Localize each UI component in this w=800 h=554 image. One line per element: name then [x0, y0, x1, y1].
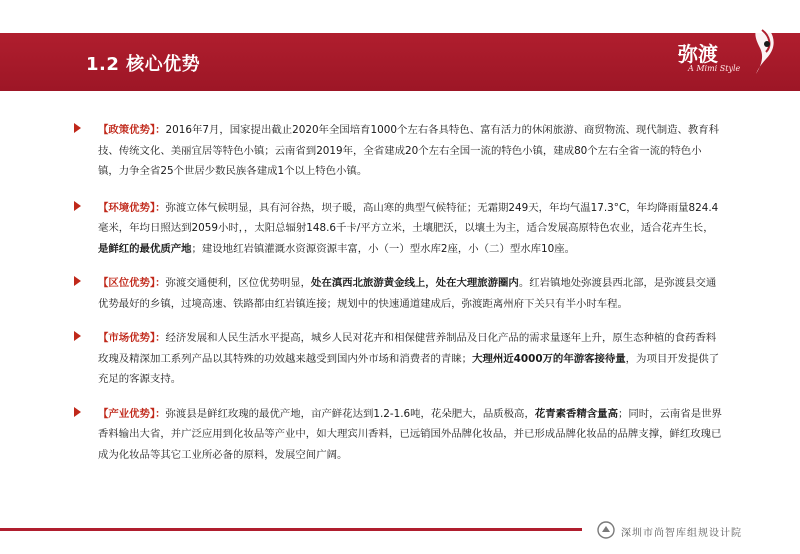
section-tag: 【产业优势】：	[98, 407, 166, 420]
section-highlight: 花青素香精含量高	[534, 407, 618, 420]
footer-org-name: 深圳市尚智库组规设计院	[621, 528, 742, 539]
section-tag: 【区位优势】：	[98, 277, 166, 289]
section-body: ；同时，云南省是世界香料输出大省，并广泛应用到化妆品等产业中，如大理宾川香料，已远销国外品牌化妆品，并已形成品牌化妆品的品牌支撑，鲜红玫瑰已成为化妆品等其它工业所必备的原料，发展空间广阔。	[98, 407, 722, 461]
logo-subtitle: A Mimi Style	[688, 64, 741, 73]
section-body: 经济发展和人民生活水平提高，城乡人民对花卉和相保健营养制品及日化产品的需求量逐年上升，原生态种植的食药香料玫瑰及精深加工系列产品以其特殊的功效越来越受到国内外市场和消费者的青睐；	[98, 332, 717, 365]
section-environment	[82, 198, 722, 260]
section-industry	[82, 404, 722, 466]
section-body: 弥渡立体气候明显，具有河谷热，坝子暖，高山寒的典型气候特征；无霜期249天，年均气温17.3°C，年均降雨量824.4毫米，年均日照达到2059小时，，太阳总辐射148.6千卡/平方立米，土壤肥沃，以壤土为主，适合发展高原特色农业，适合花卉生长，	[98, 201, 719, 234]
section-tag: 【环境优势】：	[98, 201, 166, 214]
section-body: 弥渡县是鲜红玫瑰的最优产地，亩产鲜花达到1.2-1.6吨，花朵肥大，品质极高，	[165, 407, 535, 420]
footer-divider	[0, 528, 582, 531]
section-text	[98, 328, 722, 390]
advantages-list	[82, 120, 722, 479]
bullet-arrow-icon	[74, 331, 81, 341]
section-location	[82, 273, 722, 314]
bullet-arrow-icon	[74, 407, 81, 417]
section-body: 弥渡交通便利，区位优势明显，	[165, 277, 312, 289]
section-highlight: 处在滇西北旅游黄金线上，处在大理旅游圈内	[311, 277, 519, 289]
section-text	[98, 120, 722, 182]
section-text	[98, 404, 722, 466]
section-highlight: 大理州近4000万的年游客接待量	[472, 352, 626, 365]
section-body: 。红岩镇地处弥渡县西北部，是弥渡县交通优势最好的乡镇，过境高速、铁路都由红岩镇连接；规划中的快速通道建成后，弥渡距离州府下关只有半小时车程。	[98, 277, 717, 310]
bullet-arrow-icon	[74, 276, 81, 286]
bullet-arrow-icon	[74, 201, 81, 211]
section-body: ；建设地红岩镇灌溉水资源资源丰富，小（一）型水库2座，小（二）型水库10座。	[191, 242, 576, 255]
page-title: 1.2 核心优势	[86, 54, 201, 75]
section-market	[82, 328, 722, 390]
institute-logo-icon	[597, 521, 615, 539]
section-text	[98, 273, 722, 314]
section-body: 2016年7月，国家提出截止2020年全国培育1000个左右各具特色、富有活力的休闲旅游、商贸物流、现代制造、教育科技、传统文化、美丽宜居等特色小镇；云南省到2019年，全省建成20个左右全国一流的特色小镇，建成80个左右全省一流的特色小镇，力争全省25个世居少数民族各建成1个以上特色小镇。	[98, 124, 720, 177]
swallow-logo-icon	[740, 20, 780, 78]
logo-text: 弥渡	[678, 42, 718, 66]
section-tag: 【市场优势】：	[98, 332, 166, 344]
section-body: ，为项目开发提供了充足的客源支持。	[98, 352, 720, 385]
section-tag: 【政策优势】：	[98, 124, 166, 136]
section-text	[98, 198, 722, 260]
bullet-arrow-icon	[74, 123, 81, 133]
section-highlight: 是鲜红的最优质产地	[98, 242, 192, 255]
section-policy	[82, 120, 722, 182]
